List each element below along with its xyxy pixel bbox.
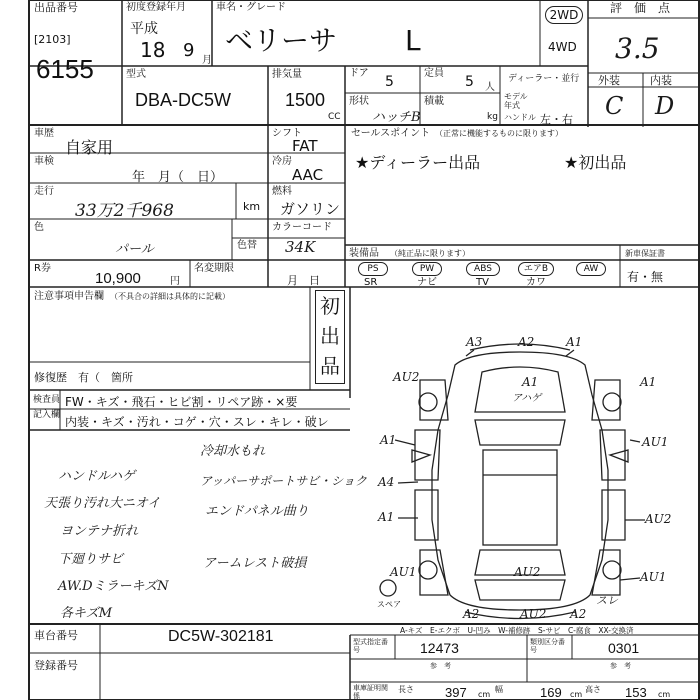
month-unit: 月	[202, 55, 212, 66]
notes-label: 注意事項申告欄	[34, 291, 104, 302]
interior-row: 内装・キズ・汚れ・コゲ・穴・スレ・キレ・破レ	[65, 415, 329, 429]
width-unit: cm	[570, 690, 583, 699]
class-number: 0301	[608, 640, 640, 656]
color-change-label: 色替	[237, 240, 257, 251]
handle-label: ハンドル	[504, 113, 536, 122]
model-label: 型式	[126, 69, 146, 80]
displacement: 1500	[285, 90, 326, 110]
mark-spare: スペア	[377, 600, 401, 609]
mark-rear-au2: AU2	[520, 607, 547, 621]
sales-label: セールスポイント	[351, 128, 431, 139]
equip-tv: TV	[476, 277, 489, 288]
mark-front-a1: A1	[566, 335, 583, 349]
exterior-grade: C	[605, 92, 624, 120]
usage: 自家用	[65, 138, 114, 157]
mileage-unit: km	[243, 200, 261, 213]
warranty: 有・無	[627, 270, 664, 284]
diagram-legend: A-キズ E-エクボ U-凹み W-補修跡 S-サビ C-腐食 XX-交換済	[400, 626, 634, 635]
repair-label: 修復歴 有（ 箇所	[34, 371, 133, 384]
height: 153	[625, 685, 647, 700]
interior-grade: D	[655, 92, 675, 120]
note-right-3: エンドパネル曲り	[205, 504, 309, 519]
first-listing-stamp	[315, 290, 345, 384]
inspection: 年 月（ 日）	[132, 170, 224, 185]
capacity-unit: 人	[485, 82, 495, 93]
chassis-label: 車台番号	[34, 629, 78, 642]
mileage: 33万2千968	[75, 201, 174, 221]
score: 3.5	[615, 32, 660, 65]
displacement-unit: CC	[328, 112, 341, 122]
type-desig: 12473	[420, 640, 459, 656]
stamp-char-1: 初	[320, 294, 340, 318]
equip-abs: ABS	[466, 262, 500, 276]
equip-aw: AW	[576, 262, 606, 276]
shape: ハッチB	[372, 110, 421, 125]
mark-front-a2: A2	[518, 335, 535, 349]
era: 平成	[130, 21, 158, 37]
displacement-label: 排気量	[272, 69, 302, 80]
doors-label: ドア	[349, 68, 369, 79]
length-unit: cm	[478, 690, 491, 699]
loading-unit: kg	[487, 112, 498, 122]
height-label: 高さ	[585, 685, 601, 694]
note-right-4: アームレスト破損	[203, 556, 307, 571]
equip-navi: ナビ	[417, 277, 437, 288]
note-left-6: 各キズM	[60, 606, 113, 621]
equip-ps: PS	[358, 262, 388, 276]
mark-left-fender-au2: AU2	[393, 370, 420, 384]
note-left-2: 天張り汚れ大ニオイ	[44, 496, 161, 511]
mark-rear-a2-right: A2	[570, 607, 587, 621]
color-label: 色	[34, 222, 44, 233]
width-label: 幅	[495, 685, 503, 694]
type-desig-label: 型式指定番号	[353, 638, 388, 654]
fuel-label: 燃料	[272, 186, 292, 197]
name-change-label: 名変期限	[194, 263, 234, 274]
usage-label: 車歴	[34, 128, 54, 139]
equipment-note: （純正品に限ります）	[390, 249, 470, 258]
mark-hood-a1: A1	[522, 375, 539, 389]
note-left-1: ハンドルハゲ	[58, 469, 136, 484]
warranty-label: 新車保証書	[625, 249, 665, 258]
notes-note: （不具合の詳細は具体的に記載）	[110, 292, 230, 301]
shift: FAT	[292, 137, 318, 155]
width: 169	[540, 685, 562, 700]
fw-row: FW・キズ・飛石・ヒビ割・リペア跡・×要	[65, 395, 298, 409]
inspection-label: 車検	[34, 156, 54, 167]
recycle: 10,900	[95, 270, 141, 287]
equip-leather: カワ	[526, 277, 546, 288]
doors: 5	[385, 74, 394, 90]
mark-left-quarter-au1: AU1	[390, 565, 417, 579]
shape-label: 形状	[349, 96, 369, 107]
equip-sr: SR	[364, 277, 378, 288]
car-name: ベリーサ	[225, 24, 338, 57]
length-label: 長さ	[398, 685, 414, 694]
model-year-label: モデル年式	[504, 92, 528, 110]
shift-label: シフト	[272, 128, 302, 139]
drive-2wd: 2WD	[545, 6, 583, 24]
cert-label: 車庫証明関係	[353, 684, 388, 700]
car-name-label: 車名・グレード	[216, 2, 286, 13]
mark-right-mirror-au1: AU1	[642, 435, 669, 449]
interior-label: 内装	[650, 74, 672, 87]
recycle-unit: 円	[170, 276, 180, 287]
ac-label: 冷房	[272, 156, 292, 167]
color-code-label: カラーコード	[272, 222, 332, 233]
month: 9	[183, 40, 195, 61]
mark-trunk-au2: AU2	[514, 565, 541, 579]
note-left-5: AW.DミラーキズN	[58, 579, 169, 594]
equip-airbag: エアB	[518, 262, 554, 276]
ref-2: 参 考	[610, 662, 631, 670]
recycle-label: R券	[34, 263, 51, 274]
mark-left-door-a4: A4	[378, 475, 395, 489]
stamp-char-2: 出	[320, 324, 340, 348]
mark-rear-a2-left: A2	[463, 607, 480, 621]
sales-point-1: ★ディーラー出品	[355, 153, 481, 172]
mark-scuff: スレ	[596, 594, 618, 607]
mark-right-quarter-au1: AU1	[640, 570, 667, 584]
color: パール	[115, 242, 154, 257]
inspector-label-2: 記入欄	[33, 410, 61, 420]
capacity-label: 定員	[424, 68, 444, 79]
ac: AAC	[292, 166, 324, 184]
model: DBA-DC5W	[135, 90, 232, 110]
class-label: 類別区分番号	[530, 638, 565, 654]
drive-4wd: 4WD	[548, 40, 577, 54]
dealer-label: ディーラー・並行	[508, 74, 580, 84]
mark-left-rear-door-a1: A1	[378, 510, 395, 524]
loading-label: 積載	[424, 96, 444, 107]
mark-front-a3: A3	[466, 335, 483, 349]
note-right-1: 冷却水もれ	[200, 444, 266, 459]
capacity: 5	[465, 74, 474, 90]
note-right-2: アッパーサポートサビ・ショク	[200, 474, 367, 488]
deadline-unit: 月 日	[287, 274, 320, 287]
equip-pw: PW	[412, 262, 442, 276]
height-unit: cm	[658, 690, 671, 699]
equipment-label: 装備品	[349, 248, 379, 259]
mark-left-mirror-a1: A1	[380, 433, 397, 447]
note-left-4: 下廻りサビ	[58, 552, 124, 567]
chassis-number: DC5W-302181	[168, 628, 274, 645]
color-code: 34K	[285, 238, 316, 256]
lot-label: 出品番号	[34, 1, 78, 14]
reg-label: 登録番号	[34, 659, 78, 672]
handle: 左・右	[540, 113, 573, 126]
sales-point-2: ★初出品	[564, 153, 627, 172]
lot-sub: [2103]	[34, 33, 71, 46]
length: 397	[445, 685, 467, 700]
lot-number: 6155	[36, 54, 94, 84]
score-label: 評 価 点	[610, 1, 671, 15]
first-reg-label: 初度登録年月	[126, 2, 186, 13]
stamp-char-3: 品	[320, 354, 340, 378]
note-left-3: ヨンテナ折れ	[60, 524, 139, 539]
grade: L	[405, 24, 421, 57]
mark-hood-peel: アハゲ	[512, 393, 542, 404]
sales-note: （正常に機能するものに限ります）	[435, 129, 563, 138]
inspector-label-1: 検査員	[33, 395, 61, 405]
mark-right-fender-a1: A1	[640, 375, 657, 389]
mileage-label: 走行	[34, 186, 54, 197]
fuel: ガソリン	[280, 200, 341, 218]
ref-1: 参 考	[430, 662, 451, 670]
year: 18	[140, 38, 166, 62]
exterior-label: 外装	[598, 74, 620, 87]
mark-right-rear-door-au2: AU2	[645, 512, 672, 526]
